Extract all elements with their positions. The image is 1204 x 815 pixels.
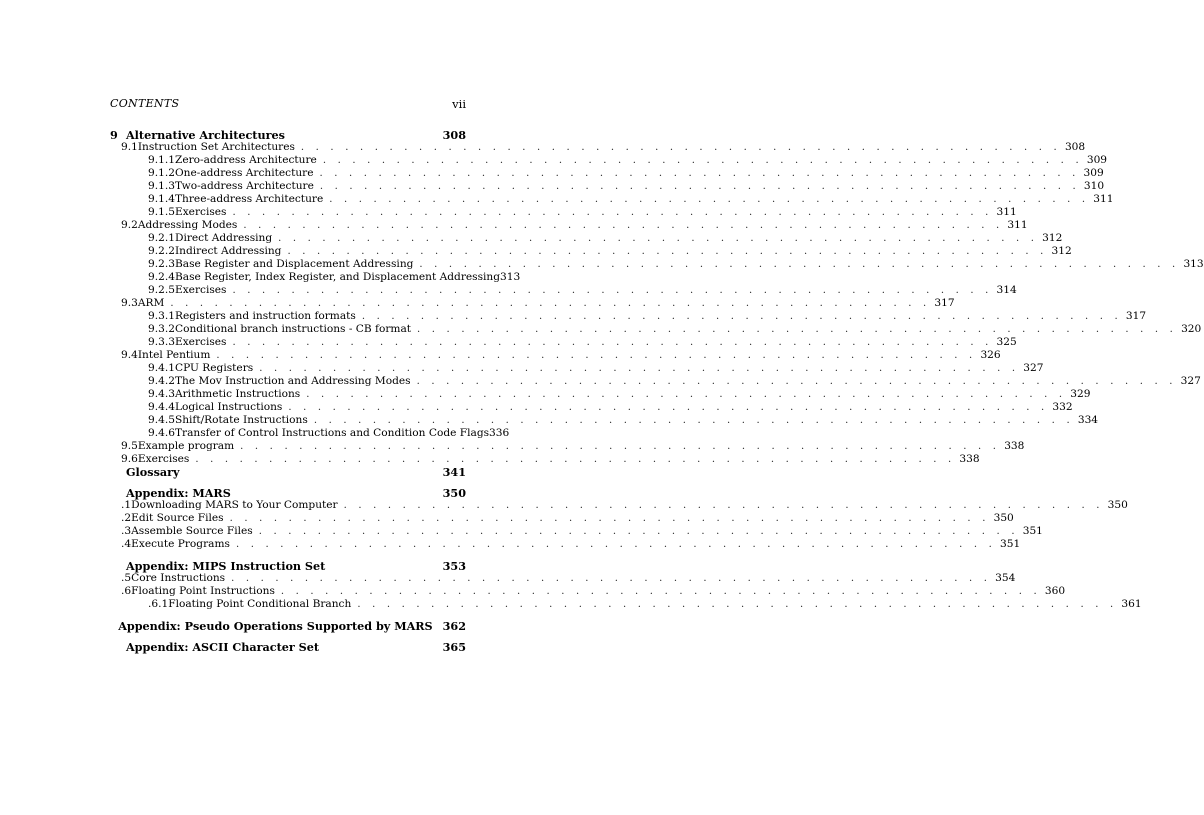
toc-entry-number: 9.1.4 [148,193,175,205]
toc-entry-number: 9.4 [121,349,138,361]
toc-entry-title: Indirect Addressing [174,245,282,257]
toc-entry[interactable] [110,128,466,141]
toc-entry-title: Floating Point Conditional Branch [168,598,352,610]
dot-leader [195,454,955,465]
toc-entry-page: 350 [993,512,1014,524]
dot-leader [301,142,1061,153]
toc-entry-title: Assemble Source Files [131,525,253,537]
dot-leader [281,586,1041,597]
toc-entry-page: 320 [1181,323,1202,335]
dot-leader [314,415,1074,426]
toc-entry-number: 9.2.2 [148,245,175,257]
toc-entry-page: 338 [1004,440,1025,452]
toc-entry-number: 9.1 [121,141,138,153]
toc-entry-title: Core Instructions [131,572,226,584]
toc-entry[interactable] [110,512,1014,525]
toc-entry-page: 309 [1086,154,1108,166]
toc-entry-page: 309 [1083,167,1104,179]
toc-entry-number: 9.5 [121,440,138,452]
toc-entry-page: 353 [442,559,466,573]
toc-entry[interactable] [110,258,1204,271]
toc-entry[interactable] [110,440,1025,453]
toc-entry-title: Intel Pentium [137,349,211,361]
toc-entry-title: Arithmetic Instructions [174,388,301,400]
toc-entry[interactable] [110,598,1142,611]
page-number: vii [452,97,466,111]
toc-entry[interactable] [110,167,1104,180]
toc-entry-number: .1 [121,499,132,511]
toc-entry-page: 338 [959,453,980,465]
toc-entry-title: Appendix: MIPS Instruction Set [126,559,326,573]
dot-leader [230,513,990,524]
toc-entry[interactable] [110,375,1201,388]
dot-leader [344,500,1104,511]
dot-leader [232,285,992,296]
toc-entry-number: .2 [121,512,132,524]
toc-entry[interactable] [110,323,1202,336]
toc-entry-number: 9.3.2 [148,323,175,335]
toc-entry[interactable] [110,271,521,284]
toc-entry-number: 9 [110,128,118,142]
toc-entry-number: 9.2.4 [148,271,175,283]
dot-leader [323,155,1083,166]
toc-entry-page: 350 [442,486,466,500]
toc-entry[interactable] [110,245,1072,258]
toc-entry[interactable] [110,572,1016,585]
toc-entry-page: 334 [1077,414,1099,426]
toc-entry[interactable] [110,465,466,478]
toc-entry-page: 327 [1023,362,1044,374]
toc-entry-page: 365 [442,640,466,654]
dot-leader [216,350,976,361]
toc-entry[interactable] [110,154,1108,167]
toc-entry-page: 351 [999,538,1021,550]
toc-entry-page: 313 [500,271,521,283]
toc-entry-title: Downloading MARS to Your Computer [131,499,338,511]
toc-entry-number: 9.4.3 [148,388,175,400]
dot-leader [232,207,992,218]
toc-entry-title: Base Register and Displacement Addressing [174,258,414,270]
toc-entry[interactable] [110,401,1073,414]
toc-entry-title: Base Register, Index Register, and Displacement Addressing [174,271,501,283]
toc-entry-title: Floating Point Instructions [131,585,275,597]
dot-leader [320,181,1080,192]
toc-entry-page: 332 [1052,401,1073,413]
toc-entry-page: 312 [1042,232,1063,244]
toc-entry[interactable] [110,525,1043,538]
toc-entry[interactable] [110,538,1021,551]
toc-entry-title: Instruction Set Architectures [137,141,295,153]
dot-leader [287,246,1047,257]
toc-entry-page: 317 [934,297,955,309]
dot-leader [329,194,1089,205]
dot-leader [240,441,1000,452]
dot-leader [243,220,1003,231]
toc-entry-title: Glossary [126,465,180,479]
toc-entry-number: 9.2.1 [148,232,175,244]
toc-entry-title: Registers and instruction formats [174,310,356,322]
toc-entry-page: 336 [489,427,510,439]
toc-entry-page: 311 [1007,219,1028,231]
dot-leader [419,259,1179,270]
toc-entry-page: 350 [1107,499,1128,511]
toc-entry-page: 361 [1121,598,1142,610]
toc-entry-title: Appendix: ASCII Character Set [126,640,320,654]
toc-entry-title: ARM [137,297,165,309]
toc-entry-title: Two-address Architecture [174,180,314,192]
toc-entry[interactable] [110,559,466,572]
toc-entry[interactable] [110,349,1001,362]
toc-entry-page: 354 [995,572,1016,584]
toc-entry-page: 317 [1125,310,1147,322]
toc-entry[interactable] [110,180,1105,193]
toc-entry-page: 314 [996,284,1017,296]
toc-entry[interactable] [110,486,466,499]
toc-entry-title: Addressing Modes [137,219,238,231]
dot-leader [320,168,1080,179]
toc-entry[interactable] [110,206,1017,219]
toc-entry-title: Edit Source Files [131,512,224,524]
dot-leader [417,376,1177,387]
toc-entry-title: Execute Programs [131,538,230,550]
toc-entry[interactable] [110,362,1044,375]
toc-entry[interactable] [110,297,955,310]
toc-entry-number: 9.3.1 [148,310,175,322]
dot-leader [306,389,1066,400]
toc-entry-number: 9.2.5 [148,284,175,296]
toc-entry-page: 312 [1051,245,1072,257]
toc-entry-number: .4 [121,538,132,550]
toc-entry-title: Example program [137,440,235,452]
toc-entry[interactable] [110,310,1147,323]
toc-entry-number: 9.4.6 [148,427,175,439]
toc-entry-number: 9.2 [121,219,138,231]
toc-entry[interactable] [110,499,1128,512]
toc-entry-number: 9.1.5 [148,206,175,218]
toc-entry-title: Conditional branch instructions - CB format [174,323,412,335]
toc-entry[interactable] [110,585,1066,598]
toc-entry-number: 9.4.5 [148,414,175,426]
toc-entry-number: 9.4.2 [148,375,175,387]
toc-entry-page: 341 [442,465,466,479]
dot-leader [259,363,1019,374]
toc-entry-title: One-address Architecture [174,167,314,179]
toc-entry-title: Shift/Rotate Instructions [174,414,308,426]
toc-entry-page: 351 [1022,525,1043,537]
toc-entry-number: 9.2.3 [148,258,175,270]
toc-entry-number: .5 [121,572,132,584]
toc-entry-title: Appendix: MARS [126,486,231,500]
toc-entry-page: 325 [996,336,1017,348]
dot-leader [288,402,1048,413]
toc-entry[interactable] [110,232,1063,245]
toc-entry-page: 308 [442,128,466,142]
toc-entry-title: Three-address Architecture [174,193,324,205]
toc-entry-title: Alternative Architectures [126,128,285,142]
toc-entry-number: 9.6 [121,453,138,465]
toc-entry[interactable] [110,193,1114,206]
toc-entry[interactable] [110,388,1091,401]
dot-leader [417,324,1177,335]
toc-entry-number: .6 [121,585,132,597]
toc-entry-page: 310 [1083,180,1105,192]
dot-leader [170,298,930,309]
toc-entry-page: 311 [996,206,1017,218]
toc-entry-title: Exercises [174,336,227,348]
toc-entry-page: 360 [1044,585,1066,597]
toc-entry-page: 327 [1180,375,1201,387]
toc-entry-number: 9.1.3 [148,180,175,192]
toc-entry-number: 9.3 [121,297,138,309]
dot-leader [362,311,1122,322]
toc-entry-title: The Mov Instruction and Addressing Modes [174,375,411,387]
toc-entry-page: 362 [442,619,466,633]
toc-entry-number: 9.1.1 [148,154,175,166]
toc-entry-title: Logical Instructions [174,401,283,413]
toc-entry-title: Exercises [174,206,227,218]
toc-entry-number: 9.1.2 [148,167,175,179]
toc-entry-title: Zero-address Architecture [174,154,317,166]
toc-entry[interactable] [110,427,510,440]
toc-entry-page: 326 [980,349,1001,361]
toc-entry[interactable] [110,640,466,653]
toc-entry[interactable] [110,141,1086,154]
toc-entry-page: 308 [1064,141,1086,153]
toc-entry-title: Appendix: Pseudo Operations Supported by MARS [118,619,433,633]
toc-entry[interactable] [110,219,1028,232]
page-header [110,97,466,113]
dot-leader [278,233,1038,244]
toc-entry-title: CPU Registers [174,362,254,374]
toc-entry-number: 9.4.4 [148,401,175,413]
toc-entry-number: 9.4.1 [148,362,175,374]
toc-entry-title: Transfer of Control Instructions and Condition Code Flags [174,427,490,439]
toc-entry-title: Exercises [174,284,227,296]
toc-entry[interactable] [110,284,1017,297]
dot-leader [231,573,991,584]
toc-entry-number: 9.3.3 [148,336,175,348]
toc-entry-title: Direct Addressing [174,232,273,244]
toc-entry-number: .3 [121,525,132,537]
toc-entry[interactable] [110,414,1099,427]
dot-leader [357,599,1117,610]
toc-entry-number: .6.1 [148,598,169,610]
dot-leader [236,539,996,550]
toc-entry-title: Exercises [137,453,190,465]
toc-entry[interactable] [110,336,1017,349]
toc-entry-page: 329 [1070,388,1091,400]
running-title: CONTENTS [110,97,180,110]
toc-entry-page: 311 [1093,193,1114,205]
dot-leader [232,337,992,348]
dot-leader [259,526,1019,537]
toc-entry[interactable] [110,619,466,632]
toc-entry-page: 313 [1183,258,1204,270]
